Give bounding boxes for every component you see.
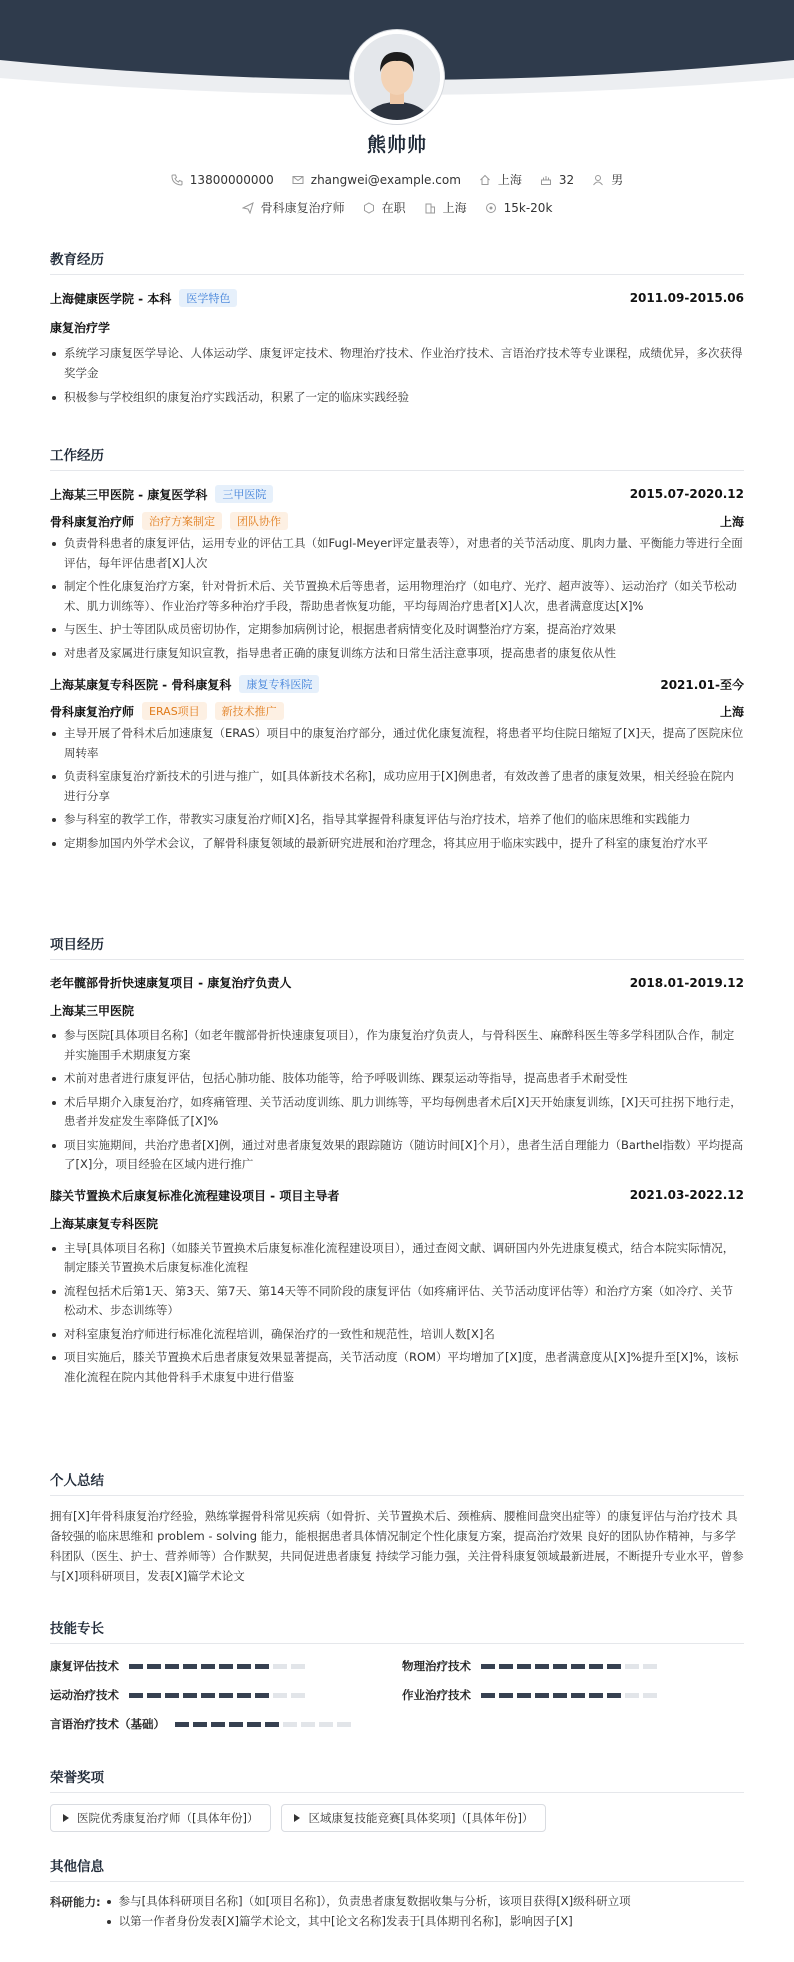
skill-segment <box>273 1664 287 1669</box>
skill-segment <box>301 1722 315 1727</box>
contact-row <box>0 171 794 188</box>
skill-segment <box>571 1693 585 1698</box>
skill-segment <box>643 1693 657 1698</box>
other-bullets <box>105 1892 631 1931</box>
job-location: 上海 <box>719 704 744 719</box>
awards-list <box>50 1804 744 1832</box>
skill-segment <box>255 1693 269 1698</box>
list-item: 对患者及家属进行康复知识宣教，指导患者正确的康复训练方法和日常生活注意事项，提高患者的康复依从性 <box>50 644 744 664</box>
job-bullets <box>50 534 744 663</box>
project-bullets <box>50 1239 744 1388</box>
school-name: 上海健康医学院 - 本科 <box>50 291 172 306</box>
user-icon <box>592 174 604 186</box>
skill-bar <box>129 1664 305 1669</box>
skill-segment <box>201 1664 215 1669</box>
company-tag: 康复专科医院 <box>239 675 319 693</box>
other-section <box>50 1855 744 1931</box>
skill-segment <box>625 1693 639 1698</box>
list-item: 负责科室康复治疗新技术的引进与推广，如[具体新技术名称]，成功应用于[X]例患者，有效改善了患者的康复效果，相关经验在院内进行分享 <box>50 767 744 806</box>
skill-segment <box>129 1693 143 1698</box>
skill-name: 康复评估技术 <box>50 1659 119 1673</box>
skill-segment <box>219 1693 233 1698</box>
age-item <box>540 171 574 188</box>
list-item: 参与科室的教学工作，带教实习康复治疗师[X]名，指导其掌握骨科康复评估与治疗技术，培养了他们的临床思维和实践能力 <box>50 810 744 830</box>
skill-segment <box>607 1664 621 1669</box>
skill-segment <box>607 1693 621 1698</box>
target-city-text: 上海 <box>442 201 467 215</box>
skill-segment <box>535 1693 549 1698</box>
skill-segment <box>481 1664 495 1669</box>
skills-title: 技能专长 <box>50 1617 744 1644</box>
skill-name: 物理治疗技术 <box>402 1659 471 1673</box>
projects-section <box>50 933 744 1387</box>
email-icon <box>292 174 304 186</box>
skill-bar <box>129 1693 305 1698</box>
education-head <box>50 289 744 307</box>
skills-grid <box>50 1658 744 1732</box>
email-item <box>292 171 461 188</box>
project-period: 2021.03-2022.12 <box>629 1188 744 1202</box>
status-icon <box>363 202 375 214</box>
skill-segment <box>553 1693 567 1698</box>
list-item: 与医生、护士等团队成员密切协作，定期参加病例讨论，根据患者病情变化及时调整治疗方案，提高治疗效果 <box>50 620 744 640</box>
cake-icon <box>540 174 552 186</box>
skill-name: 作业治疗技术 <box>402 1688 471 1702</box>
job-head <box>50 675 744 693</box>
skill-segment <box>211 1722 225 1727</box>
skill-segment <box>499 1693 513 1698</box>
job-period: 2015.07-2020.12 <box>629 487 744 501</box>
job-target-text: 骨科康复治疗师 <box>260 201 345 215</box>
skill-segment <box>535 1664 549 1669</box>
role-tag: 治疗方案制定 <box>142 512 222 530</box>
city-text: 上海 <box>497 173 522 187</box>
skill-segment <box>517 1664 531 1669</box>
skill-bar <box>481 1664 657 1669</box>
award-item <box>281 1804 546 1832</box>
salary-item <box>485 199 553 216</box>
skill-segment <box>319 1722 333 1727</box>
skill-segment <box>147 1693 161 1698</box>
role-tag: 团队协作 <box>230 512 288 530</box>
skill-segment <box>273 1693 287 1698</box>
summary-title: 个人总结 <box>50 1469 744 1496</box>
candidate-name: 熊帅帅 <box>366 134 427 156</box>
projects-title: 项目经历 <box>50 933 744 960</box>
skills-section <box>50 1617 744 1732</box>
skill-item <box>50 1658 402 1674</box>
skill-segment <box>237 1693 251 1698</box>
age-text: 32 <box>558 172 575 187</box>
skill-segment <box>229 1722 243 1727</box>
company-name: 上海某三甲医院 - 康复医学科 <box>50 487 208 502</box>
job-role: 骨科康复治疗师 <box>50 704 135 719</box>
phone-icon <box>171 174 183 186</box>
other-row <box>50 1892 744 1931</box>
list-item: 术后早期介入康复治疗，如疼痛管理、关节活动度训练、肌力训练等，平均每例患者术后[X]天开始康复训练，[X]天可拄拐下地行走，患者并发症发生率降低了[X]% <box>50 1093 744 1132</box>
skill-name: 运动治疗技术 <box>50 1688 119 1702</box>
target-city-item <box>424 199 467 216</box>
list-item: 术前对患者进行康复评估，包括心肺功能、肢体功能等，给予呼吸训练、踝泵运动等指导，提高患者手术耐受性 <box>50 1069 744 1089</box>
skill-item <box>50 1687 402 1703</box>
list-item: 主导开展了骨科术后加速康复（ERAS）项目中的康复治疗部分，通过优化康复流程，将患者平均住院日缩短了[X]天，提高了医院床位周转率 <box>50 724 744 763</box>
skill-segment <box>129 1664 143 1669</box>
job-location: 上海 <box>719 514 744 529</box>
skill-segment <box>219 1664 233 1669</box>
education-bullets <box>50 344 744 408</box>
city-item <box>479 171 522 188</box>
play-icon <box>294 1814 300 1822</box>
award-text: 区域康复技能竞赛[具体奖项]（[具体年份]） <box>308 1811 534 1825</box>
job-bullets <box>50 724 744 853</box>
summary-section <box>50 1469 744 1586</box>
role-tag: ERAS项目 <box>142 702 207 720</box>
avatar <box>350 30 444 124</box>
list-item: 负责骨科患者的康复评估，运用专业的评估工具（如Fugl-Meyer评定量表等），对患者的关节活动度、肌肉力量、平衡能力等进行全面评估，每年评估患者[X]人次 <box>50 534 744 573</box>
education-section <box>50 248 744 408</box>
skill-segment <box>147 1664 161 1669</box>
job-period: 2021.01-至今 <box>660 677 744 692</box>
job-role: 骨科康复治疗师 <box>50 514 135 529</box>
company-tag: 三甲医院 <box>215 485 273 503</box>
job-role-row <box>50 512 744 530</box>
list-item: 参与[具体科研项目名称]（如[项目名称]），负责患者康复数据收集与分析，该项目获得[X]级科研立项 <box>105 1892 631 1912</box>
phone-item <box>171 171 274 188</box>
skill-segment <box>201 1693 215 1698</box>
skill-segment <box>193 1722 207 1727</box>
skill-segment <box>265 1722 279 1727</box>
award-item <box>50 1804 271 1832</box>
job-target-item <box>242 199 345 216</box>
skill-name: 言语治疗技术（基础） <box>50 1717 165 1731</box>
salary-text: 15k-20k <box>503 200 553 215</box>
awards-title: 荣誉奖项 <box>50 1766 744 1793</box>
job-role-row <box>50 702 744 720</box>
work-title: 工作经历 <box>50 444 744 471</box>
skill-segment <box>337 1722 351 1727</box>
skill-segment <box>553 1664 567 1669</box>
skill-item <box>50 1716 402 1732</box>
skill-segment <box>283 1722 297 1727</box>
other-title: 其他信息 <box>50 1855 744 1882</box>
project-name: 膝关节置换术后康复标准化流程建设项目 - 项目主导者 <box>50 1188 340 1203</box>
project-name: 老年髋部骨折快速康复项目 - 康复治疗负责人 <box>50 976 292 990</box>
skill-segment <box>183 1664 197 1669</box>
project-head <box>50 974 744 991</box>
list-item: 以第一作者身份发表[X]篇学术论文，其中[论文名称]发表于[具体期刊名称]，影响因子[X] <box>105 1912 631 1932</box>
skill-segment <box>237 1664 251 1669</box>
list-item: 系统学习康复医学导论、人体运动学、康复评定技术、物理治疗技术、作业治疗技术、言语治疗技术等专业课程，成绩优异，多次获得奖学金 <box>50 344 744 383</box>
play-icon <box>63 1814 69 1822</box>
list-item: 参与医院[具体项目名称]（如老年髋部骨折快速康复项目），作为康复治疗负责人，与骨科医生、麻醉科医生等多学科团队合作，制定并实施围手术期康复方案 <box>50 1026 744 1065</box>
company-name: 上海某康复专科医院 - 骨科康复科 <box>50 677 232 692</box>
award-text: 医院优秀康复治疗师（[具体年份]） <box>77 1811 259 1825</box>
skill-segment <box>571 1664 585 1669</box>
major-name <box>50 319 744 336</box>
list-item: 主导[具体项目名称]（如膝关节置换术后康复标准化流程建设项目），通过查阅文献、调研国内外先进康复模式，结合本院实际情况，制定膝关节置换术后康复标准化流程 <box>50 1239 744 1278</box>
status-item <box>363 199 406 216</box>
gender-item <box>592 171 623 188</box>
skill-segment <box>255 1664 269 1669</box>
project-org-row <box>50 1215 744 1232</box>
skill-segment <box>643 1664 657 1669</box>
status-text: 在职 <box>381 201 406 215</box>
list-item: 项目实施期间，共治疗患者[X]例，通过对患者康复效果的跟踪随访（随访时间[X]个月），患者生活自理能力（Barthel指数）平均提高了[X]分，项目经验在区域内进行推广 <box>50 1136 744 1175</box>
skill-segment <box>589 1693 603 1698</box>
awards-section <box>50 1766 744 1832</box>
send-icon <box>242 202 254 214</box>
list-item: 制定个性化康复治疗方案，针对骨折术后、关节置换术后等患者，运用物理治疗（如电疗、光疗、超声波等）、运动治疗（如关节松动术、肌力训练等）、作业治疗等多种治疗手段，帮助患者恢复功能，平均每周治疗患者[X]人次，患者满意度达[X]% <box>50 577 744 616</box>
project-head <box>50 1187 744 1204</box>
school-tag: 医学特色 <box>179 289 237 307</box>
email-text: zhangwei@example.com <box>310 172 461 187</box>
job-head <box>50 485 744 503</box>
phone-text: 13800000000 <box>189 172 274 187</box>
coin-icon <box>485 202 497 214</box>
skill-item <box>402 1687 744 1703</box>
skill-segment <box>291 1693 305 1698</box>
other-label: 科研能力: <box>50 1895 101 1909</box>
building-icon <box>424 202 436 214</box>
skill-bar <box>175 1722 351 1727</box>
skill-segment <box>291 1664 305 1669</box>
project-org: 上海某康复专科医院 <box>50 1216 159 1231</box>
skill-segment <box>165 1693 179 1698</box>
project-bullets <box>50 1026 744 1175</box>
project-org: 上海某三甲医院 <box>50 1004 135 1018</box>
list-item: 积极参与学校组织的康复治疗实践活动，积累了一定的临床实践经验 <box>50 388 744 408</box>
project-org-row <box>50 1002 744 1019</box>
skill-segment <box>247 1722 261 1727</box>
list-item: 定期参加国内外学术会议，了解骨科康复领域的最新研究进展和治疗理念，将其应用于临床实践中，提升了科室的康复治疗水平 <box>50 834 744 854</box>
skill-segment <box>175 1722 189 1727</box>
skill-item <box>402 1658 744 1674</box>
education-title: 教育经历 <box>50 248 744 275</box>
skill-segment <box>499 1664 513 1669</box>
major-text: 康复治疗学 <box>50 321 111 335</box>
list-item: 对科室康复治疗师进行标准化流程培训，确保治疗的一致性和规范性，培训人数[X]名 <box>50 1325 744 1345</box>
skill-segment <box>517 1693 531 1698</box>
skill-segment <box>481 1693 495 1698</box>
project-period: 2018.01-2019.12 <box>629 975 744 990</box>
skill-segment <box>589 1664 603 1669</box>
work-section <box>50 444 744 853</box>
list-item: 流程包括术后第1天、第3天、第7天、第14天等不同阶段的康复评估（如疼痛评估、关节活动度评估等）和治疗方案（如冷疗、关节松动术、步态训练等） <box>50 1282 744 1321</box>
skill-bar <box>481 1693 657 1698</box>
job-intent-row <box>0 199 794 216</box>
skill-segment <box>183 1693 197 1698</box>
skill-segment <box>625 1664 639 1669</box>
role-tag: 新技术推广 <box>215 702 284 720</box>
list-item: 项目实施后，膝关节置换术后患者康复效果显著提高，关节活动度（ROM）平均增加了[X]度，患者满意度从[X]%提升至[X]%，该标准化流程在院内其他骨科手术康复中进行借鉴 <box>50 1348 744 1387</box>
gender-text: 男 <box>611 173 624 187</box>
summary-text: 拥有[X]年骨科康复治疗经验，熟练掌握骨科常见疾病（如骨折、关节置换术后、颈椎病、腰椎间盘突出症等）的康复评估与治疗技术 具备较强的临床思维和 problem - solving 能力，能根据患者具体情况制定个性化康复方案，提高治疗效果 良好的团队协作精神，与多学科团队（医生、护士、营养师等）合作默契，共同促进患者康复 持续学习能力强，关注骨科康复领域最新进展，不断提升专业水平，曾参与[X]项科研项目，发表[X]篇学术论文 <box>50 1509 744 1583</box>
home-icon <box>479 174 491 186</box>
skill-segment <box>165 1664 179 1669</box>
education-period: 2011.09-2015.06 <box>629 291 744 305</box>
